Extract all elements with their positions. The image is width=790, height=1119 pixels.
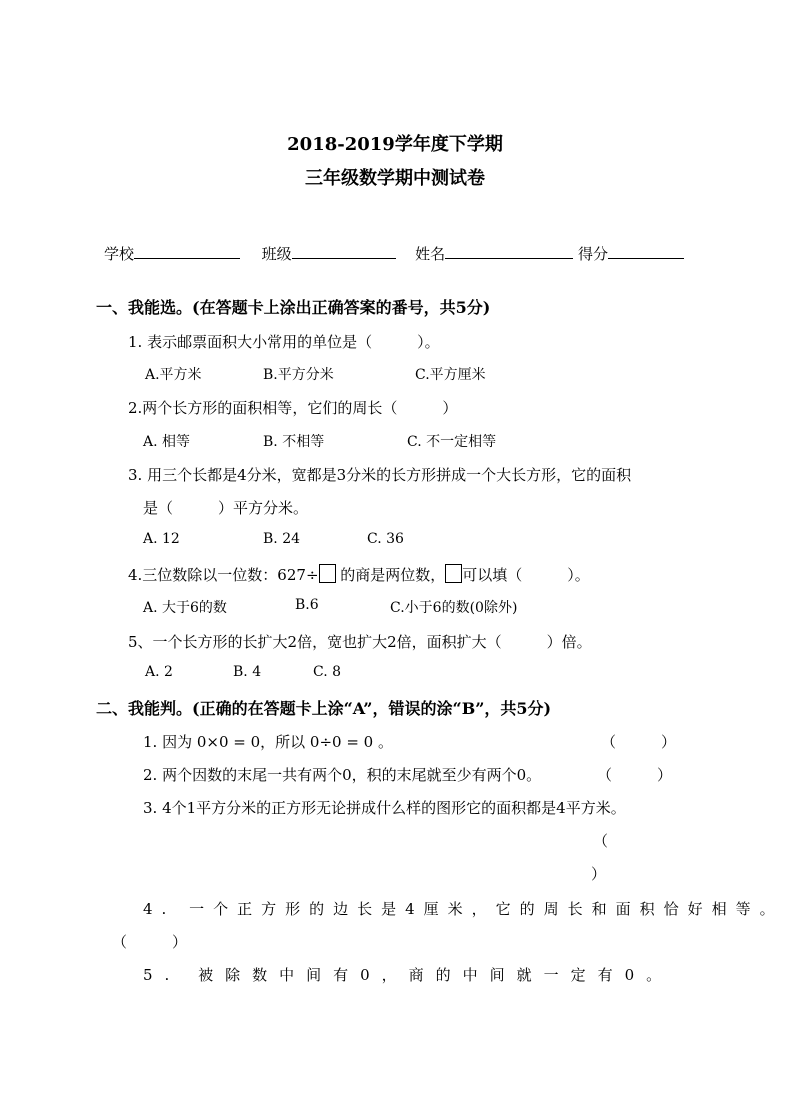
s1-q5-option-a: A. 2 [145, 664, 173, 680]
s1-q5-text: 5、一个长方形的长扩大2倍，宽也扩大2倍，面积扩大（ ）倍。 [128, 633, 592, 651]
s1-q1-option-a: A.平方米 [145, 367, 202, 383]
s1-q2-option-a: A. 相等 [143, 434, 191, 450]
name-label: 姓名 [415, 245, 446, 263]
s1-q5-option-c: C. 8 [313, 664, 342, 680]
s1-q4-option-b: B.6 [295, 597, 319, 613]
s1-q3-text-line2: 是（ ）平方分米。 [143, 499, 309, 517]
s2-q1-paren: （ ） [601, 733, 677, 751]
score-field[interactable] [608, 244, 684, 259]
name-field[interactable] [445, 244, 573, 259]
s1-q1-option-b: B.平方分米 [263, 367, 334, 383]
s1-q5-option-b: B. 4 [233, 664, 262, 680]
blank-box-icon [445, 564, 462, 583]
s1-q2-option-b: B. 不相等 [263, 434, 325, 450]
exam-title-line1: 2018-2019学年度下学期 [287, 134, 503, 155]
s1-q3-option-b: B. 24 [263, 531, 301, 547]
s2-q2-paren: （ ） [597, 766, 673, 784]
s1-q4-option-c: C.小于6的数(0除外) [390, 600, 518, 616]
s2-q2-text: 2. 两个因数的末尾一共有两个0，积的末尾就至少有两个0。 [143, 766, 542, 784]
blank-box-icon [319, 564, 336, 583]
s1-q4-text-b: 的商是两位数， [335, 566, 446, 584]
exam-title-line2: 三年级数学期中测试卷 [305, 168, 485, 189]
section1-heading: 一、我能选。(在答题卡上涂出正确答案的番号，共5分) [96, 298, 491, 317]
s1-q2-option-c: C. 不一定相等 [407, 434, 497, 450]
s1-q4-text [128, 564, 590, 585]
s1-q3-option-a: A. 12 [143, 531, 180, 547]
class-label: 班级 [261, 245, 292, 263]
school-label: 学校 [104, 245, 135, 263]
score-label: 得分 [577, 245, 608, 263]
student-info-line [104, 243, 684, 264]
s2-q3-text: 3. 4个1平方分米的正方形无论拼成什么样的图形它的面积都是4平方米。 [143, 799, 626, 817]
s1-q4-text-c: 可以填（ ）。 [462, 566, 590, 584]
s2-q3-paren-close: ） [591, 865, 607, 883]
s1-q4-option-a: A. 大于6的数 [143, 600, 227, 616]
s1-q4-text-a: 4.三位数除以一位数：627÷ [128, 566, 319, 584]
s1-q1-option-c: C.平方厘米 [415, 367, 486, 383]
s1-q3-text-line1: 3. 用三个长都是4分米，宽都是3分米的长方形拼成一个大长方形，它的面积 [128, 466, 632, 484]
s2-q3-paren-open: （ [593, 832, 609, 850]
s1-q3-option-c: C. 36 [367, 531, 404, 547]
class-field[interactable] [292, 244, 396, 259]
s2-q4-text: 4. 一个正方形的边长是4厘米，它的周长和面积恰好相等。 [143, 900, 784, 918]
s2-q1-text: 1. 因为 0×0 = 0，所以 0÷0 = 0 。 [143, 733, 393, 751]
section2-heading: 二、我能判。(正确的在答题卡上涂“A”，错误的涂“B”，共5分) [96, 699, 552, 718]
s2-q4-paren: （ ） [112, 933, 188, 951]
s1-q2-text: 2.两个长方形的面积相等，它们的周长（ ） [128, 399, 458, 417]
s2-q5-text: 5. 被除数中间有0，商的中间就一定有0。 [143, 966, 674, 984]
s1-q1-text: 1. 表示邮票面积大小常用的单位是（ ）。 [128, 333, 440, 351]
school-field[interactable] [134, 244, 240, 259]
